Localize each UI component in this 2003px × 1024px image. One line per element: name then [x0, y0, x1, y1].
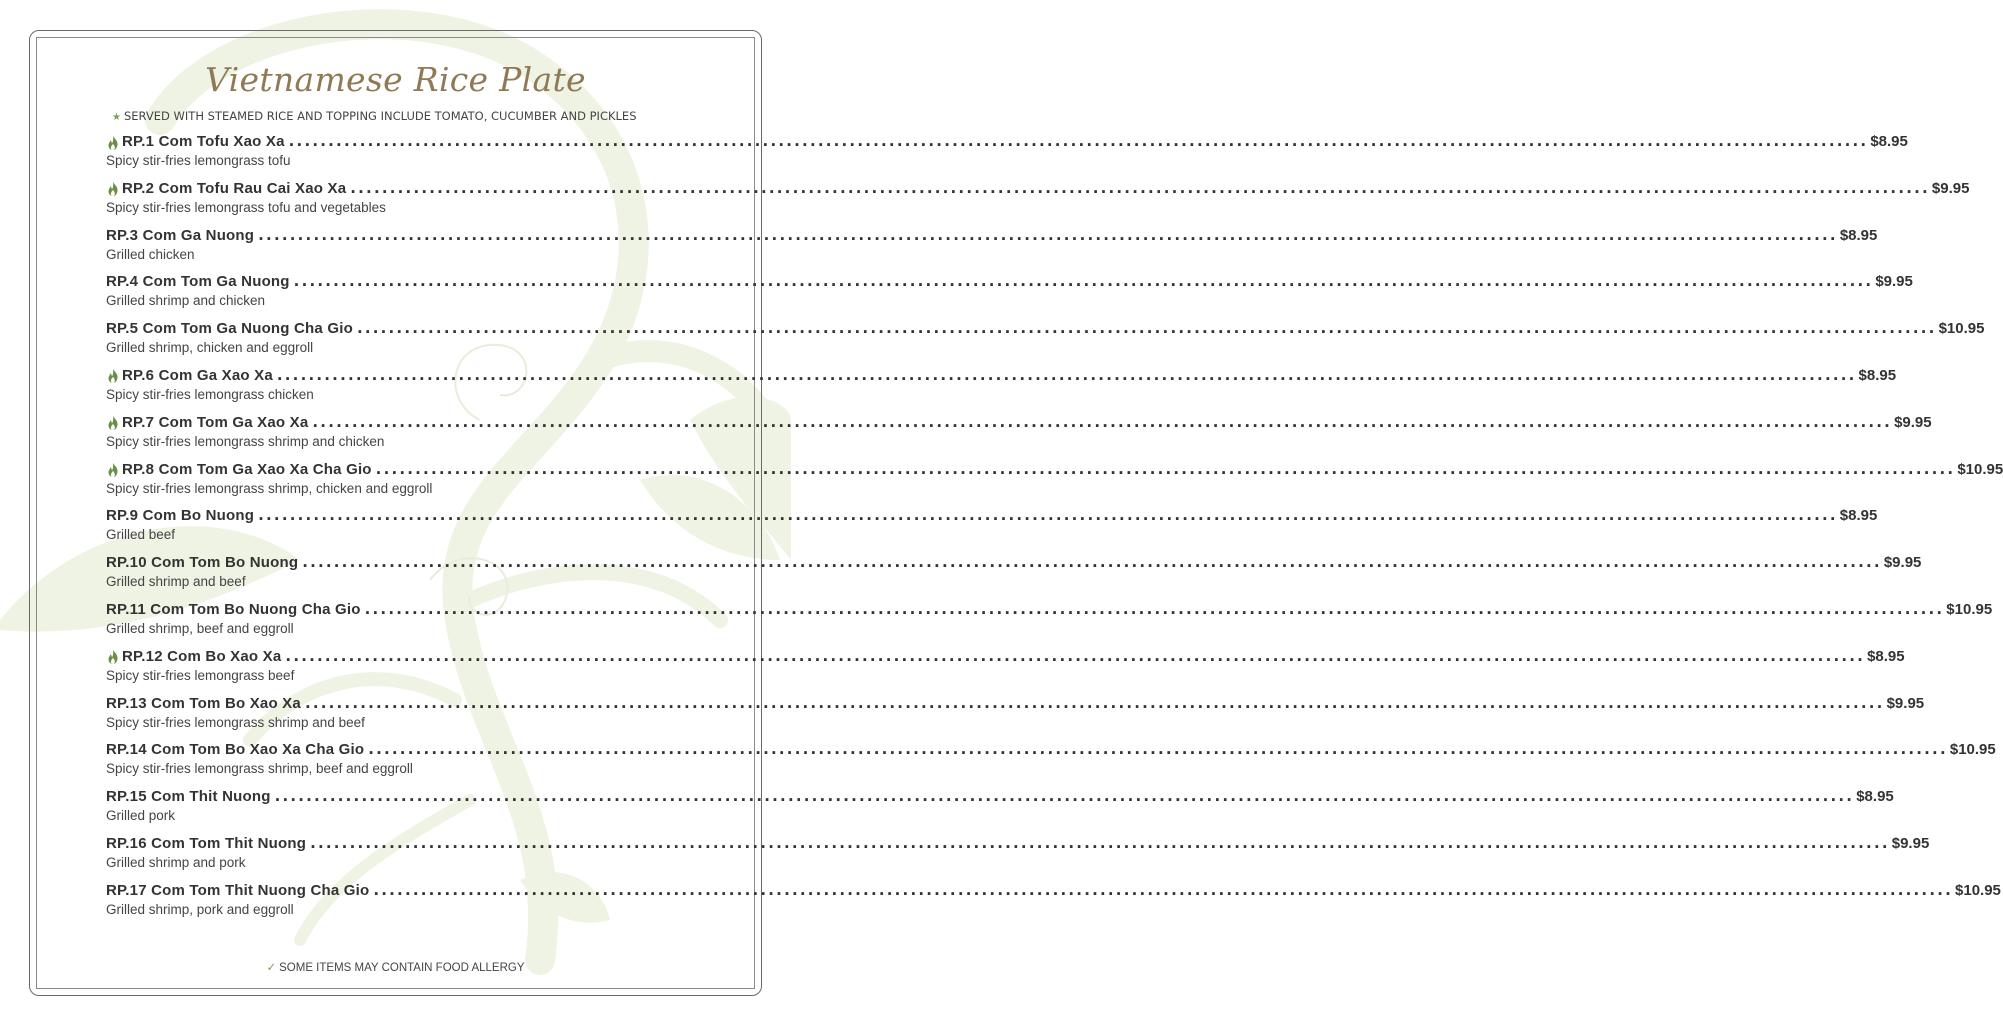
menu-item-line [106, 880, 2001, 902]
menu-item-line [106, 412, 1932, 434]
dot-leader: ........................................................................................................................................................................................................ [310, 833, 1890, 852]
menu-item-price: $9.95 [1883, 554, 1922, 572]
menu-item-name: RP.3 Com Ga Nuong [106, 226, 255, 244]
menu-item-description: Spicy stir-fries lemongrass beef [106, 667, 295, 683]
dot-leader: ........................................................................................................................................................................................................ [373, 880, 1954, 899]
menu-item-name: RP.10 Com Tom Bo Nuong [106, 554, 299, 572]
menu-item-description: Spicy stir-fries lemongrass tofu [106, 153, 291, 168]
menu-item-name: RP.13 Com Tom Bo Xao Xa [106, 694, 301, 712]
allergy-note-text: SOME ITEMS MAY CONTAIN FOOD ALLERGY [279, 962, 525, 974]
menu-item-name: RP.11 Com Tom Bo Nuong Cha Gio [106, 600, 361, 618]
menu-item-line [106, 599, 1993, 621]
menu-item-price: $10.95 [1949, 741, 1996, 759]
menu-item [106, 553, 1922, 600]
menu-item [106, 132, 1908, 179]
menu-item-description: Grilled shrimp, chicken and eggroll [106, 340, 314, 356]
checkmark-icon: ✓ [266, 962, 277, 974]
menu-item-price: $8.95 [1867, 647, 1905, 665]
menu-item-description: Spicy stir-fries lemongrass shrimp, beef and eggroll [106, 761, 413, 777]
menu-item-description: Grilled shrimp, beef and eggroll [106, 620, 294, 636]
menu-item-name: RP.4 Com Tom Ga Nuong [106, 273, 290, 291]
menu-item [106, 459, 2003, 507]
menu-item-line [106, 272, 1913, 293]
menu-item-name: RP.17 Com Tom Thit Nuong Cha Gio [106, 881, 370, 899]
menu-item [106, 599, 1993, 647]
dot-leader: ........................................................................................................................................................................................................ [350, 178, 1930, 197]
menu-item-name: RP.6 Com Ga Xao Xa [122, 366, 273, 384]
flame-icon [106, 462, 120, 478]
dot-leader: ........................................................................................................................................................................................................ [312, 412, 1893, 431]
menu-item-price: $9.95 [1875, 273, 1913, 291]
dot-leader: ........................................................................................................................................................................................................ [368, 740, 1948, 759]
menu-item-price: $8.95 [1839, 226, 1878, 244]
menu-item-line [106, 178, 1970, 200]
dot-leader: ........................................................................................................................................................................................................ [375, 459, 1956, 478]
menu-item-price: $9.95 [1886, 694, 1925, 712]
menu-item [106, 506, 1878, 553]
menu-item [106, 272, 1913, 319]
menu-item-description: Grilled chicken [106, 246, 195, 262]
menu-item-description: Grilled shrimp and chicken [106, 293, 266, 309]
menu-item-name: RP.9 Com Bo Nuong [106, 507, 255, 525]
menu-item-description: Grilled shrimp and beef [106, 574, 246, 590]
menu-item-name: RP.14 Com Tom Bo Xao Xa Cha Gio [106, 741, 365, 759]
menu-item-name: RP.5 Com Tom Ga Nuong Cha Gio [106, 320, 353, 338]
menu-item-description: Grilled beef [106, 527, 176, 543]
served-note-text: SERVED WITH STEAMED RICE AND TOPPING INCLUDE TOMATO, CUCUMBER AND PICKLES [123, 109, 637, 123]
star-icon: ★ [112, 112, 121, 123]
menu-title: Vietnamese Rice Plate [205, 60, 586, 99]
menu-item [106, 740, 1996, 787]
menu-item-description: Spicy stir-fries lemongrass chicken [106, 386, 314, 402]
menu-item [106, 693, 1925, 741]
served-note [112, 109, 712, 123]
menu-item-name: RP.16 Com Tom Thit Nuong [106, 834, 307, 852]
dot-leader: ........................................................................................................................................................................................................ [293, 272, 1874, 291]
menu-item-description: Grilled shrimp and pork [106, 854, 246, 870]
menu-item-price: $10.95 [1946, 600, 1993, 618]
menu-item [106, 178, 1970, 226]
dot-leader: ........................................................................................................................................................................................................ [364, 599, 1945, 618]
menu-item-price: $8.95 [1839, 507, 1878, 525]
menu-item-description: Grilled pork [106, 808, 176, 824]
menu-item-list [106, 132, 2003, 928]
menu-item-line [106, 319, 1985, 340]
flame-icon [106, 368, 120, 384]
dot-leader: ........................................................................................................................................................................................................ [304, 693, 1885, 712]
menu-item-line [106, 365, 1897, 387]
menu-item-name: RP.2 Com Tofu Rau Cai Xao Xa [122, 179, 347, 197]
menu-item-line [106, 459, 2003, 481]
menu-item [106, 880, 2001, 928]
dot-leader: ........................................................................................................................................................................................................ [356, 319, 1937, 338]
menu-item [106, 646, 1905, 694]
menu-item-price: $8.95 [1856, 788, 1894, 806]
dot-leader: ........................................................................................................................................................................................................ [258, 225, 1838, 244]
allergy-note [0, 960, 791, 974]
menu-item [106, 833, 1930, 881]
menu-item [106, 412, 1932, 460]
menu-item-price: $8.95 [1858, 366, 1897, 384]
menu-item [106, 319, 1985, 366]
flame-icon [106, 181, 120, 197]
menu-item-description: Spicy stir-fries lemongrass shrimp and chicken [106, 433, 385, 449]
menu-item-description: Grilled shrimp, pork and eggroll [106, 901, 294, 917]
menu-item-description: Spicy stir-fries lemongrass shrimp and beef [106, 714, 365, 730]
dot-leader: ........................................................................................................................................................................................................ [258, 506, 1838, 525]
dot-leader: ........................................................................................................................................................................................................ [302, 553, 1882, 572]
dot-leader: ........................................................................................................................................................................................................ [285, 646, 1866, 665]
menu-item-line [106, 787, 1894, 808]
menu-item-name: RP.8 Com Tom Ga Xao Xa Cha Gio [122, 460, 372, 478]
flame-icon [106, 649, 120, 665]
menu-item [106, 787, 1894, 834]
menu-item-line [106, 693, 1925, 715]
menu-item [106, 225, 1878, 273]
menu-item-price: $9.95 [1931, 179, 1970, 197]
menu-item-name: RP.7 Com Tom Ga Xao Xa [122, 413, 309, 431]
menu-item-line [106, 225, 1878, 247]
dot-leader: ........................................................................................................................................................................................................ [274, 787, 1855, 806]
menu-item-description: Spicy stir-fries lemongrass tofu and vegetables [106, 199, 386, 215]
flame-icon [106, 135, 120, 151]
menu-item-price: $9.95 [1894, 413, 1932, 431]
menu-item-line [106, 553, 1922, 574]
menu-item-line [106, 506, 1878, 527]
menu-item-price: $10.95 [1957, 460, 2003, 478]
menu-item-line [106, 132, 1908, 153]
menu-item-name: RP.12 Com Bo Xao Xa [122, 647, 282, 665]
menu-item-price: $10.95 [1955, 881, 2001, 899]
menu-item-price: $10.95 [1938, 320, 1985, 338]
flame-icon [106, 415, 120, 431]
menu-item-line [106, 740, 1996, 761]
menu-item-price: $9.95 [1891, 834, 1930, 852]
menu-item-line [106, 833, 1930, 855]
dot-leader: ........................................................................................................................................................................................................ [288, 132, 1869, 150]
menu-item-description: Spicy stir-fries lemongrass shrimp, chicken and eggroll [106, 480, 433, 496]
menu-item-line [106, 646, 1905, 668]
menu-item-name: RP.1 Com Tofu Xao Xa [122, 133, 285, 150]
menu-item-price: $8.95 [1870, 133, 1908, 150]
menu-item [106, 365, 1897, 413]
menu-item-name: RP.15 Com Thit Nuong [106, 788, 271, 806]
dot-leader: ........................................................................................................................................................................................................ [276, 365, 1857, 384]
